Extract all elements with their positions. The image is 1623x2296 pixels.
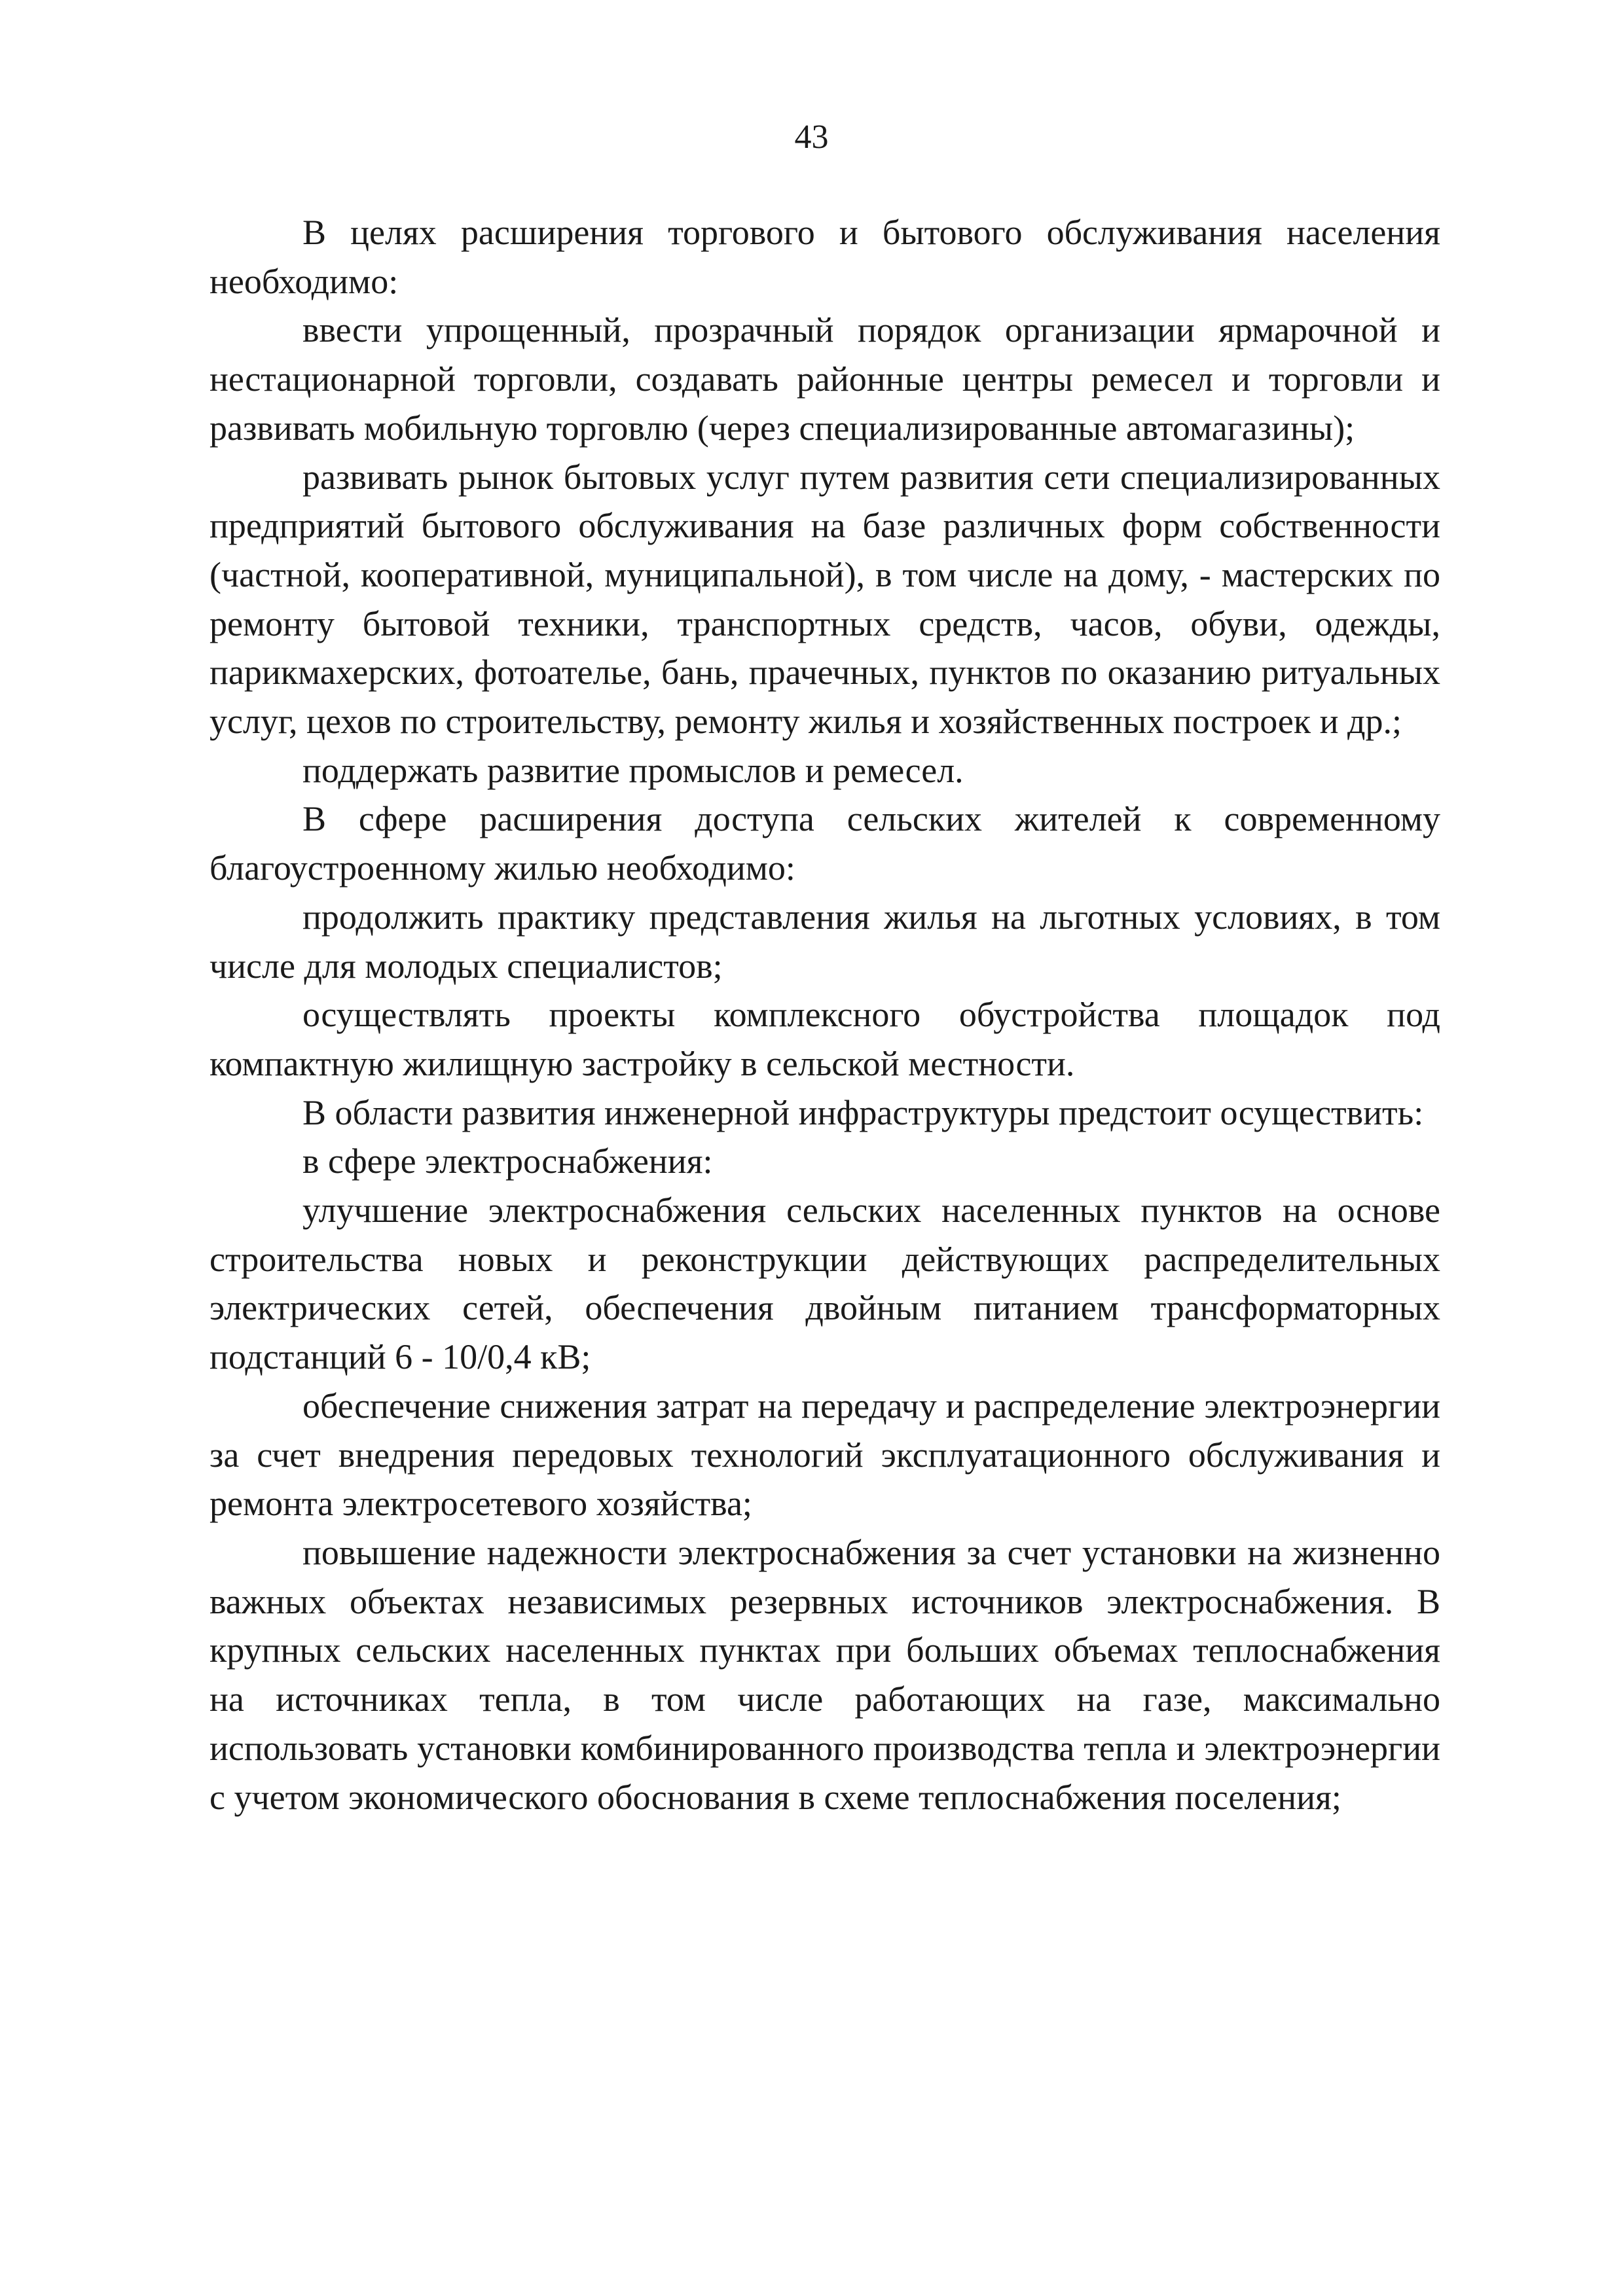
paragraph-trade-intro: В целях расширения торгового и бытового обслуживания населения необходимо: xyxy=(210,213,1440,301)
paragraph-reliability: повышение надежности электроснабжения за счет установки на жизненно важных объектах независимых резервных источников электроснабжения. В крупных сельских населенных пунктах при больших объемах теплоснабжения на источниках тепла, в том числе работающих на газе, максимально использовать установки комбинированного производства тепла и электроэнергии с учетом экономического обоснования в схеме теплоснабжения поселения; xyxy=(210,1532,1440,1817)
paragraph-household-services: развивать рынок бытовых услуг путем развития сети специализированных предприятий бытового обслуживания на базе различных форм собственности (частной, кооперативной, муниципальной), в том числе на дому, - мастерских по ремонту бытовой техники, транспортных средств, часов, обуви, одежды, парикмахерских, фотоателье, бань, прачечных, пунктов по оказанию ритуальных услуг, цехов по строительству, ремонту жилья и хозяйственных построек и др.; xyxy=(210,457,1440,742)
paragraph-power-supply-improvement: улучшение электроснабжения сельских населенных пунктов на основе строительства новых и реконструкции действующих распределительных электрических сетей, обеспечения двойным питанием трансформаторных подстанций 6 - 10/0,4 кВ; xyxy=(210,1191,1440,1377)
paragraph-crafts: поддержать развитие промыслов и ремесел. xyxy=(302,750,964,790)
page-number: 43 xyxy=(794,118,829,156)
paragraph-cost-reduction: обеспечение снижения затрат на передачу и распределение электроэнергии за счет внедрения передовых технологий эксплуатационного обслуживания и ремонта электросетевого хозяйства; xyxy=(210,1386,1440,1524)
paragraph-infrastructure-intro: В области развития инженерной инфраструктуры предстоит осуществить: xyxy=(302,1092,1424,1132)
paragraph-preferential-housing: продолжить практику представления жилья на льготных условиях, в том числе для молодых специалистов; xyxy=(210,897,1440,986)
body-text xyxy=(210,208,1440,1821)
paragraph-housing-intro: В сфере расширения доступа сельских жителей к современному благоустроенному жилью необходимо: xyxy=(210,799,1440,888)
paragraph-housing-projects: осуществлять проекты комплексного обустройства площадок под компактную жилищную застройку в сельской местности. xyxy=(210,995,1440,1083)
paragraph-power-supply-heading: в сфере электроснабжения: xyxy=(302,1141,713,1181)
paragraph-fair-trade: ввести упрощенный, прозрачный порядок организации ярмарочной и нестационарной торговли, создавать районные центры ремесел и торговли и развивать мобильную торговлю (через специализированные автомагазины); xyxy=(210,310,1440,448)
